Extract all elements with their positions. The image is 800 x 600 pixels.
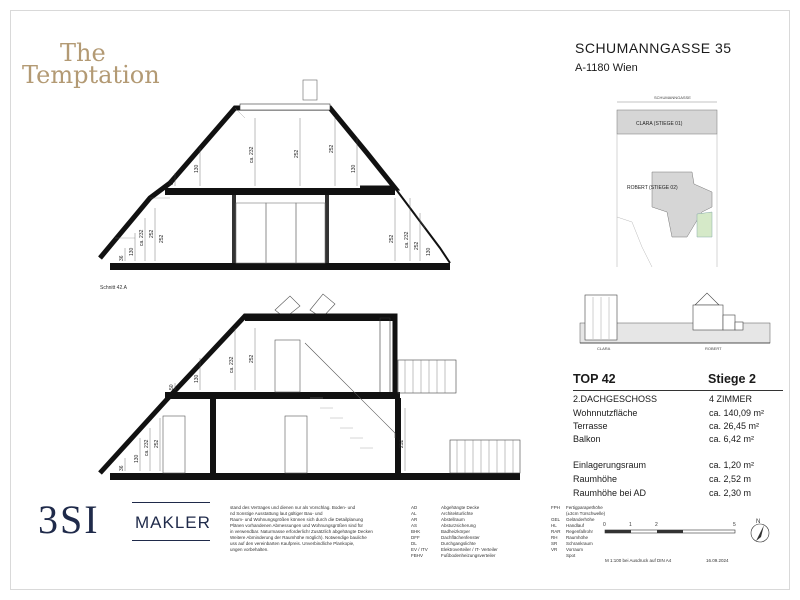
dim-u-2: 252 [294, 149, 300, 158]
unit-row-label: Raumhöhe [573, 474, 618, 484]
scale-tick: 1 [629, 522, 632, 528]
brand-logo: 3SI [38, 497, 100, 542]
unit-row-value: ca. 1,20 m² [709, 460, 755, 470]
unit-row-value: ca. 2,52 m [709, 474, 752, 484]
legend-code: AR [411, 517, 418, 522]
elevation-robert-block [693, 305, 723, 330]
legend-text: Durchgangslichte [441, 541, 476, 546]
scale-note: M 1:100 bei Ausdruck auf DIN A4 [605, 558, 672, 563]
legend-code: SR [551, 541, 558, 546]
legend-text: Absturzsicherung [441, 523, 476, 528]
site-street-label: SCHUMANNGASSE [654, 95, 691, 100]
north-label: N [756, 519, 761, 525]
legend-code: FPH [551, 505, 560, 510]
disclaimer-line: Plänen vorhandenen Abmessungen und Wohnungsgrößen sind für [230, 523, 364, 528]
scale-bar [600, 515, 780, 570]
dim-u-4: 130 [351, 164, 357, 173]
legend-left [411, 505, 551, 559]
dim-u-5: 130 [194, 164, 200, 173]
unit-row-label: Einlagerungsraum [573, 460, 647, 470]
legend-code: EV / ITV [411, 547, 428, 552]
dim-l-4: 50 [169, 384, 175, 390]
legend-text: Geländerhöhe [566, 517, 595, 522]
legend-text: Raumhöhe [566, 535, 589, 540]
dim-l-8: 36 [119, 465, 125, 471]
dim-u-1: ca. 232 [249, 146, 255, 163]
legend-code: DFF [411, 535, 420, 540]
bottom-slab-lower [110, 473, 520, 480]
dim-u-10: 130 [426, 247, 432, 256]
unit-row [573, 488, 783, 498]
logo-the: The [60, 39, 106, 67]
north-arrow-needle-icon [756, 525, 764, 541]
site-plan [612, 92, 722, 272]
brand-makler: MAKLER [135, 513, 211, 532]
dim-l-5: ca. 232 [144, 439, 150, 456]
unit-row [573, 421, 783, 431]
legend-text: Spot [566, 553, 576, 558]
dim-l-6: 252 [154, 439, 160, 448]
building-robert-label: ROBERT (STIEGE 02) [627, 185, 678, 191]
dim-u-6: 50 [169, 179, 175, 185]
legend-text: Fertigparapethöhe [566, 505, 603, 510]
legend-text: Dachflächenfenster [441, 535, 480, 540]
unit-top: TOP 42 [573, 372, 616, 386]
legend-text: Regenfallrohr [566, 529, 594, 534]
unit-divider [573, 390, 783, 391]
dim-l-7: 130 [134, 454, 140, 463]
unit-row-label: Balkon [573, 434, 601, 444]
dim-u-11: 36 [119, 255, 125, 261]
legend-code: GEL [551, 517, 561, 522]
scale-tick: 5 [733, 522, 736, 528]
dim-u-15: 130 [129, 247, 135, 256]
balcony-railing [450, 440, 520, 473]
garden-area [697, 212, 712, 237]
legend-text: Badheizkörper [441, 529, 471, 534]
disclaimer-line: nd Sonstige Ausstattung laut gültiger Bau- und [230, 511, 323, 516]
unit-floor-row [573, 394, 783, 404]
dim-u-3: 252 [329, 144, 335, 153]
elevation-clara-label: CLARA [597, 346, 611, 351]
unit-row [573, 474, 783, 484]
unit-row-label: Raumhöhe bei AD [573, 488, 647, 498]
unit-row-value: ca. 140,09 m² [709, 408, 765, 418]
legend-code: AS [411, 523, 418, 528]
unit-row [573, 408, 783, 418]
scale-tick: 2 [655, 522, 658, 528]
dim-u-12: ca. 232 [139, 229, 145, 246]
dim-u-8: 252 [414, 241, 420, 250]
legend-code: FBHV [411, 553, 424, 558]
bottom-slab-upper [110, 263, 450, 270]
legend-code: VR [551, 547, 558, 552]
scale-tick: 0 [603, 522, 606, 528]
disclaimer-line: stand des Vertrages und dienen nur als Vorschlag. Boden- und [230, 505, 356, 510]
legend-text: Abstellraum [441, 517, 465, 522]
brand-rule [132, 540, 210, 541]
unit-row-value: ca. 6,42 m² [709, 434, 755, 444]
elevation-robert-label: ROBERT [705, 346, 722, 351]
unit-row-value: ca. 26,45 m² [709, 421, 760, 431]
unit-row-value: ca. 2,30 m [709, 488, 752, 498]
staircase [305, 343, 395, 438]
disclaimer-line: Weitere Abminderung der Raumhöhe möglich). Notwendige bauliche [230, 535, 367, 540]
legend-text: Architekturlichte [441, 511, 474, 516]
brand-rule [132, 502, 210, 503]
legend-text: Elektroverteiler / IT- Verteiler [441, 547, 498, 552]
section-drawing-lower [95, 288, 525, 483]
terrace-railing [398, 360, 456, 393]
legend-code: RAR [551, 529, 561, 534]
building-clara-label: CLARA (STIEGE 01) [636, 121, 683, 127]
legend-text: Fußbodenheizungsverteiler [441, 553, 496, 558]
disclaimer [230, 505, 410, 553]
legend-code: AL [411, 511, 417, 516]
section-drawing-upper [95, 78, 465, 278]
legend-text: Schrankraum [566, 541, 593, 546]
legend-text: Vorraum [566, 547, 584, 552]
legend-code: AD [411, 505, 418, 510]
unit-rooms: 4 ZIMMER [709, 394, 753, 404]
disclaimer-line: uss auf den vereinbarten Kaufpreis. Unverbindliche Plankopie, [230, 541, 355, 546]
dim-u-14: 252 [159, 234, 165, 243]
legend-code: HL [551, 523, 557, 528]
dim-l-1: ca. 232 [229, 356, 235, 373]
dim-l-9: 252 [399, 439, 405, 448]
unit-row [573, 460, 783, 470]
address-city: A-1180 Wien [575, 62, 638, 74]
legend-item [411, 553, 551, 559]
legend-code: BHK [411, 529, 421, 534]
dim-u-13: 252 [149, 229, 155, 238]
plan-date: 16.09.2024 [706, 558, 729, 563]
legend-text: Abgehängte Decke [441, 505, 480, 510]
logo-temptation: Temptation [22, 61, 160, 89]
legend-text: Handlauf [566, 523, 585, 528]
unit-stair: Stiege 2 [708, 372, 756, 386]
address-street: SCHUMANNGASSE 35 [575, 40, 732, 56]
disclaimer-line: Raum- und Wohnungsgrößen können sich durch die Detailplanung [230, 517, 364, 522]
legend-text: (±3cm Türschwelle) [566, 511, 606, 516]
unit-row-label: Wohnnutzfläche [573, 408, 638, 418]
legend-code: DL [411, 541, 417, 546]
section-label: Schnitt 42.A [100, 285, 127, 291]
dim-l-2: 252 [249, 354, 255, 363]
disclaimer-line: in verwendbar. Naturmasse erforderlich! Zusätzlich abgehängte Decken [230, 529, 373, 534]
dim-u-7: ca. 232 [404, 231, 410, 248]
upper-slab-upper [165, 188, 395, 195]
unit-row [573, 434, 783, 444]
unit-row-label: Terrasse [573, 421, 608, 431]
dim-u-9: 252 [389, 234, 395, 243]
dim-l-3: 130 [194, 374, 200, 383]
upper-slab-lower [165, 392, 400, 399]
disclaimer-line: ungen vorbehalten. [230, 547, 269, 552]
elevation-diagram [575, 285, 775, 355]
unit-floor: 2.DACHGESCHOSS [573, 394, 658, 404]
legend-code: RH [551, 535, 558, 540]
